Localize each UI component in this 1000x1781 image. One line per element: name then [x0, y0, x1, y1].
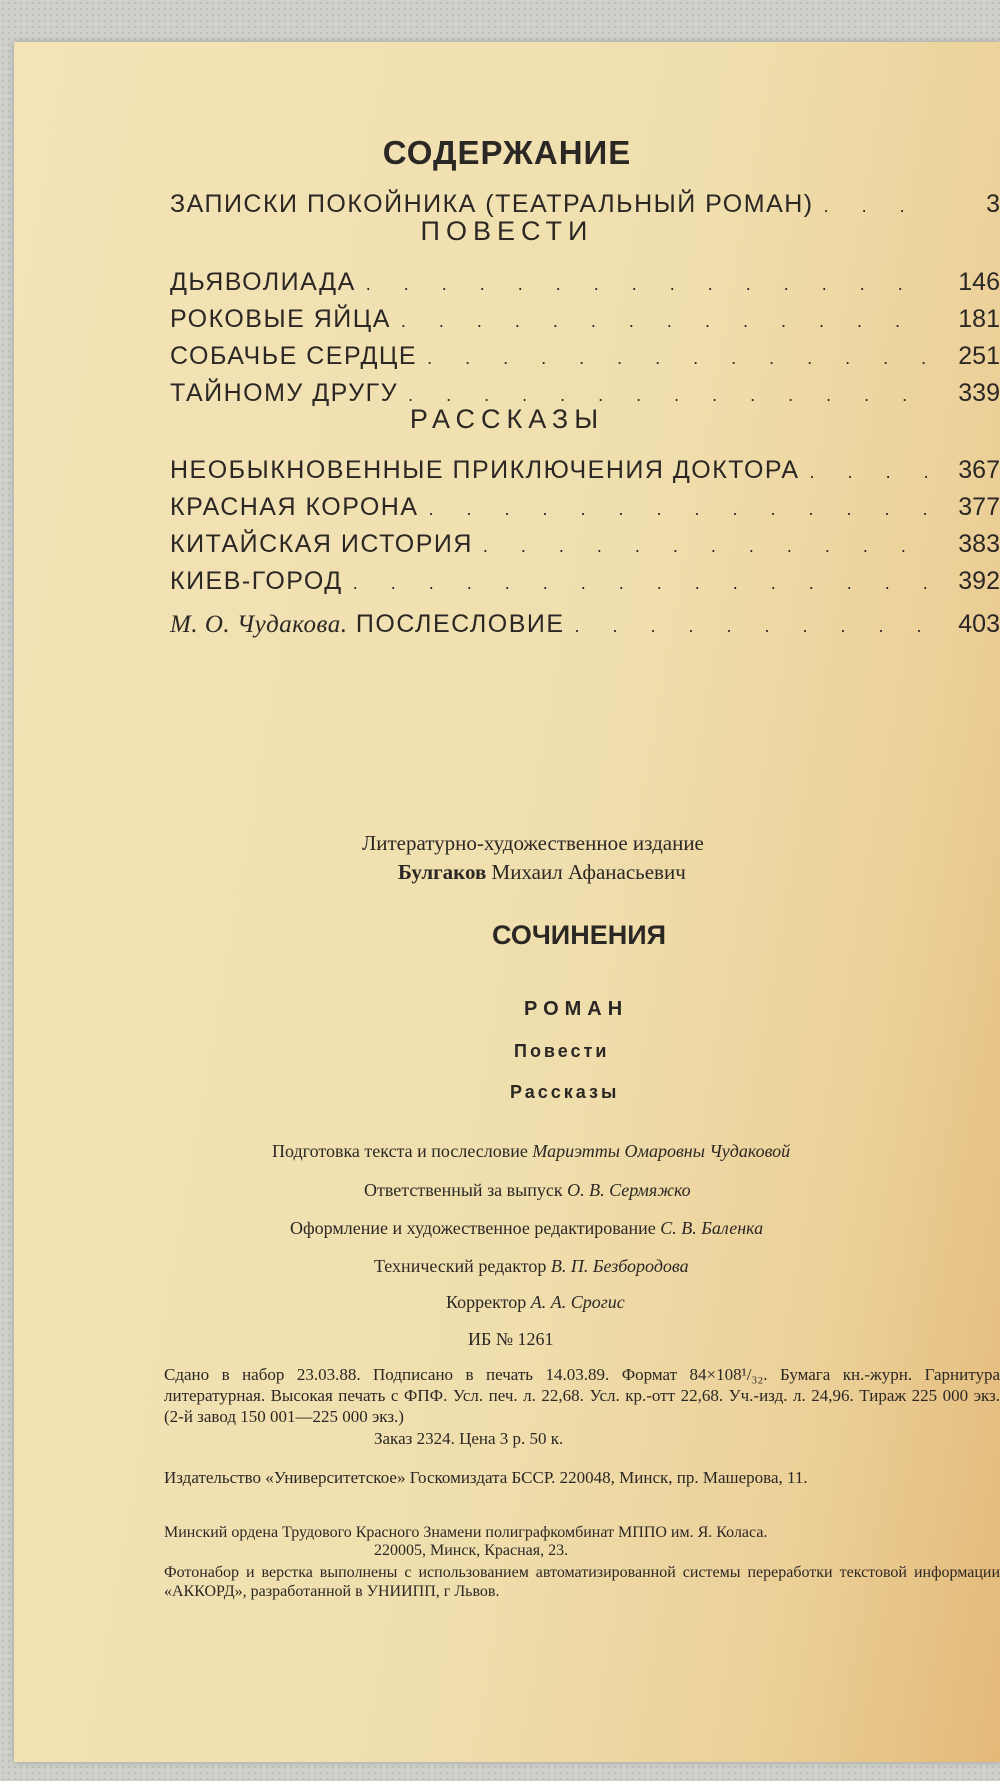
toc-entry-title: ТАЙНОМУ ДРУГУ [170, 379, 399, 407]
leader-dots [408, 385, 930, 406]
credit-role: Оформление и художественное редактирование [290, 1218, 656, 1238]
toc-entry-page: 367 [958, 456, 1000, 484]
credit-role: Корректор [446, 1292, 527, 1312]
credit-role: Технический редактор [374, 1256, 547, 1276]
author-line [398, 860, 686, 885]
leader-dots [824, 196, 930, 217]
contents-novel: РОМАН [524, 998, 629, 1020]
leader-dots [366, 274, 930, 295]
toc-entry-title: КИТАЙСКАЯ ИСТОРИЯ [170, 530, 473, 558]
toc-entry [170, 493, 1000, 533]
toc-entry-page: 403 [958, 610, 1000, 638]
section-heading-rasskazy: РАССКАЗЫ [409, 404, 605, 434]
leader-dots [429, 499, 930, 520]
toc-entry-title [170, 610, 565, 639]
toc-entry-page: 3 [986, 190, 1000, 218]
leader-dots [401, 311, 930, 332]
toc-title: СОДЕРЖАНИЕ [382, 134, 632, 171]
typesetting-note [164, 1563, 1000, 1601]
credit-name: О. В. Сермяжко [567, 1180, 691, 1200]
toc-entry-title: НЕОБЫКНОВЕННЫЕ ПРИКЛЮЧЕНИЯ ДОКТОРА [170, 456, 800, 484]
toc-entry [170, 530, 1000, 570]
printer-address: 220005, Минск, Красная, 23. [374, 1542, 569, 1559]
afterword-title: ПОСЛЕСЛОВИЕ [355, 610, 565, 638]
print-data-text: Сдано в набор 23.03.88. Подписано в печать 14.03.89. Формат 84×108¹/₃₂. Бумага кн.-журн. Гарнитура литературная. Высокая печать с ФПФ. Усл. печ. л. 22,68. Усл. кр.-отт 22,68. Уч.-изд. л. 24,96. Тираж 225 000 экз. (2-й завод 150 001—225 000 экз.) [164, 1365, 1000, 1426]
publisher-text: Издательство «Университетское» Госкомиздата БССР. 220048, Минск, пр. Машерова, 11. [164, 1468, 808, 1487]
toc-entry-page: 377 [958, 493, 1000, 521]
credit-role: Подготовка текста и послесловие [272, 1141, 528, 1161]
toc-entry-page: 339 [958, 379, 1000, 407]
afterword-author: М. О. Чудакова. [170, 611, 348, 638]
toc-entry-title: КРАСНАЯ КОРОНА [170, 493, 419, 521]
credit-line [364, 1180, 691, 1201]
leader-dots [427, 348, 930, 369]
toc-entry-title: РОКОВЫЕ ЯЙЦА [170, 305, 391, 333]
toc-entry-title: ДЬЯВОЛИАДА [170, 268, 356, 296]
typesetting-text: Фотонабор и верстка выполнены с использованием автоматизированной системы переработки текстовой информации «АККОРД», разработанной в УНИИПП, г Львов. [164, 1564, 1000, 1600]
credit-line [272, 1141, 790, 1162]
toc-entry [170, 268, 1000, 308]
leader-dots [810, 462, 930, 483]
leader-dots [483, 536, 930, 557]
print-data [164, 1364, 1000, 1427]
credit-name: Мариэтты Омаровны Чудаковой [532, 1141, 791, 1161]
order-price: Заказ 2324. Цена 3 р. 50 к. [374, 1429, 564, 1448]
credit-name: В. П. Безбородова [550, 1256, 689, 1276]
credit-line [446, 1292, 625, 1313]
toc-entry [170, 342, 1000, 382]
credit-name: А. А. Срогис [530, 1292, 625, 1312]
toc-entry-afterword [170, 610, 1000, 650]
toc-entry-title: КИЕВ-ГОРОД [170, 567, 343, 595]
toc-entry-page: 181 [958, 305, 1000, 333]
leader-dots [353, 573, 930, 594]
printer [164, 1522, 1000, 1543]
toc-entry [170, 305, 1000, 345]
credit-role: Ответственный за выпуск [364, 1180, 563, 1200]
printer-name: Минский ордена Трудового Красного Знамени полиграфкомбинат МППО им. Я. Коласа. [164, 1524, 768, 1541]
book-page [14, 42, 1000, 1762]
book-title: СОЧИНЕНИЯ [492, 920, 667, 950]
edition-type: Литературно-художественное издание [362, 831, 704, 855]
leader-dots [575, 616, 930, 637]
toc-entry-title: ЗАПИСКИ ПОКОЙНИКА (ТЕАТРАЛЬНЫЙ РОМАН) [170, 190, 814, 218]
publisher [164, 1467, 1000, 1488]
contents-rasskazy: Рассказы [510, 1082, 620, 1102]
contents-povesti: Повести [514, 1041, 610, 1061]
author-surname: Булгаков [398, 860, 487, 884]
toc-entry-page: 383 [958, 530, 1000, 558]
toc-entry-page: 392 [958, 567, 1000, 595]
author-name: Михаил Афанасьевич [491, 860, 686, 884]
toc-entry [170, 567, 1000, 607]
credit-line [290, 1218, 763, 1239]
toc-entry-page: 251 [958, 342, 1000, 370]
credit-line [374, 1256, 689, 1277]
toc-entry-title: СОБАЧЬЕ СЕРДЦЕ [170, 342, 418, 370]
toc-entry-page: 146 [958, 268, 1000, 296]
credit-name: С. В. Баленка [660, 1218, 764, 1238]
section-heading-povesti: ПОВЕСТИ [420, 216, 594, 246]
ib-number: ИБ № 1261 [468, 1329, 554, 1349]
toc-entry [170, 456, 1000, 496]
